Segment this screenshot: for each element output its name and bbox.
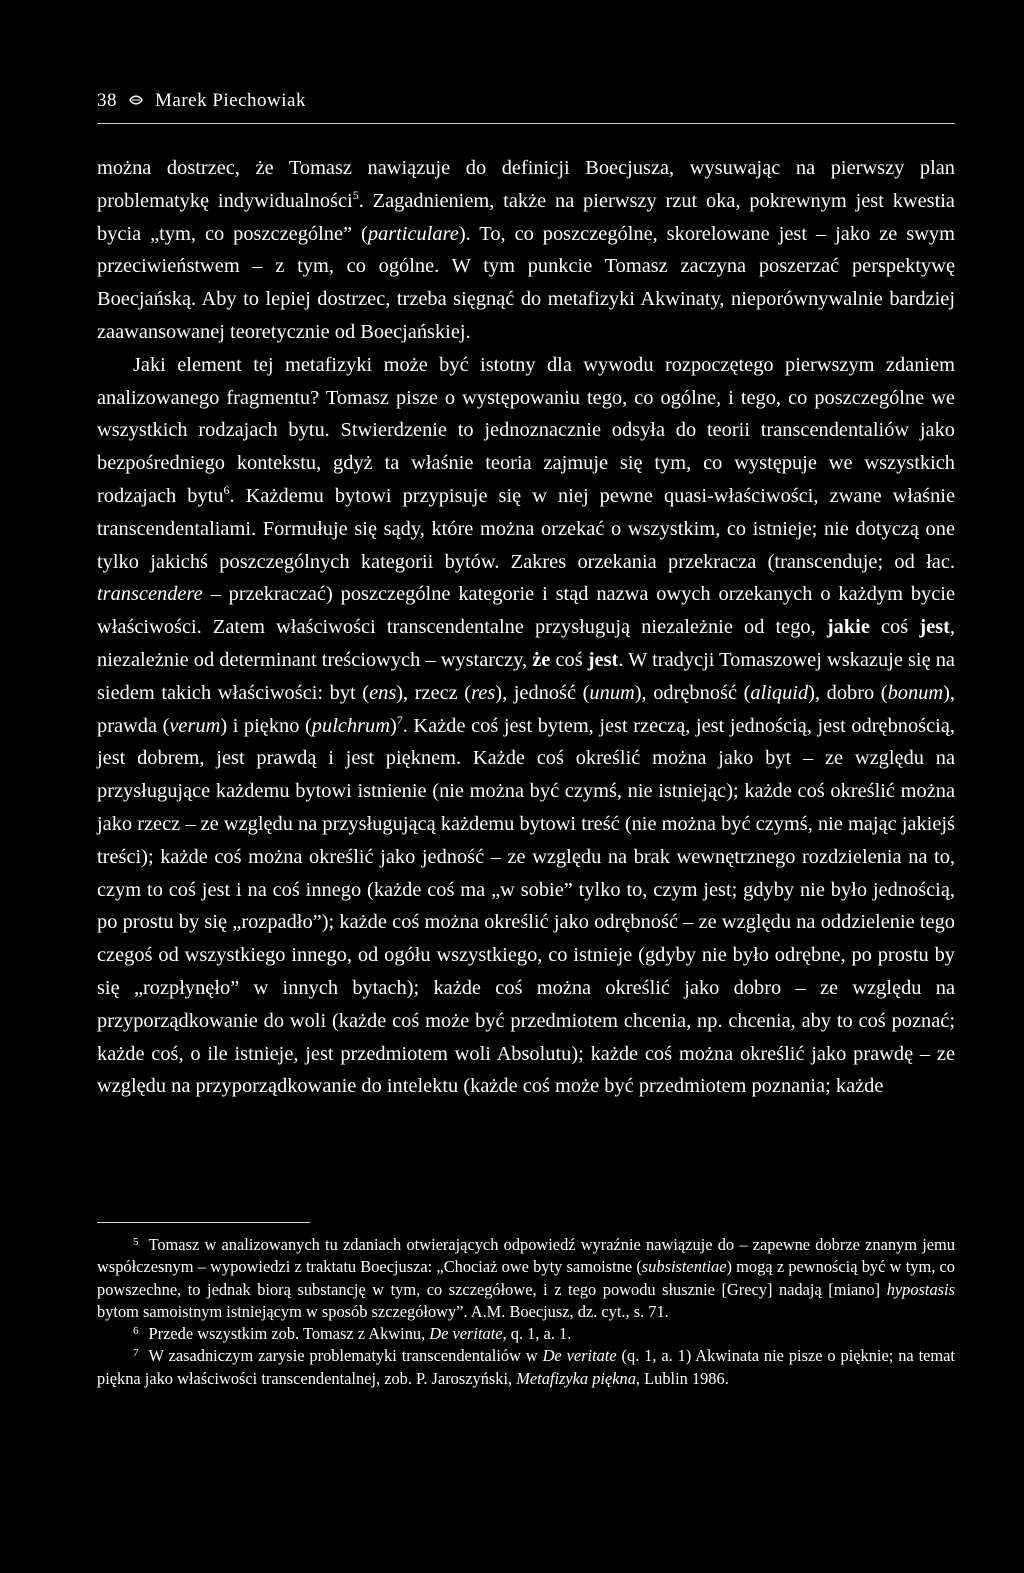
paragraph-1: można dostrzec, że Tomasz nawiązuje do definicji Boecjusza, wysuwając na pierwszy plan problematykę indywidualności$^5$. Zagadnieniem, także na pierwszy rzut oka, pokrewnym jest kwestia bycia „tym, co poszczególne” (particulare). To, co poszczególne, skorelowane jest – jako ze swym przeciwieństwem – z tym, co ogólne. W tym punkcie Tomasz zaczyna poszerzać perspektywę Boecjańską. Aby to lepiej dostrzec, trzeba sięgnąć do metafizyki Akwinaty, nieporównywalnie bardziej zaawansowanej teoretycznie od Boecjańskiej. bbox=[97, 157, 955, 343]
body-text bbox=[97, 152, 955, 1103]
footnote-6: $^6$ Przede wszystkim zob. Tomasz z Akwinu, De veritate, q. 1, a. 1. bbox=[133, 1324, 572, 1344]
footnote-ref-6[interactable]: 6 bbox=[223, 482, 230, 497]
footnote-7: $^7$ W zasadniczym zarysie problematyki transcendentaliów w De veritate (q. 1, a. 1) Akwinata nie pisze o pięknie; na temat piękna jako właściwości transcendentalnej, zob. P. Jaroszyński, Metafizyka piękna, Lublin 1986. bbox=[97, 1346, 955, 1388]
footnotes bbox=[97, 1234, 955, 1390]
running-head bbox=[97, 90, 957, 112]
footnote-ref-7[interactable]: 7 bbox=[396, 712, 403, 727]
leaf-ornament-icon bbox=[129, 93, 143, 110]
header-rule bbox=[97, 123, 955, 124]
footnote-rule bbox=[97, 1222, 310, 1223]
running-head-author: Marek Piechowiak bbox=[155, 90, 306, 111]
paragraph-2: Jaki element tej metafizyki może być istotny dla wywodu rozpoczętego pierwszym zdaniem analizowanego fragmentu? Tomasz pisze o występowaniu tego, co ogólne, i tego, co poszczególne we wszystkich rodzajach bytu. Stwierdzenie to jednoznacznie odsyła do teorii transcendentaliów jako bezpośredniego kontekstu, gdyż ta właśnie teoria zajmuje się tym, co występuje we wszystkich rodzajach bytu$^6$. Każdemu bytowi przypisuje się w niej pewne quasi-właściwości, zwane właśnie transcendentaliami. Formułuje się sądy, które można orzekać o wszystkim, co istnieje; nie dotyczą one tylko jakichś poszczególnych kategorii bytów. Zakres orzekania przekracza (transcenduje; od łac. transcendere – przekraczać) poszczególne kategorie i stąd nazwa owych orzekanych o każdym bycie właściwości. Zatem właściwości transcendentalne przysługują niezależnie od tego, jakie coś jest, niezależnie od determinant treściowych – wystarczy, że coś jest. W tradycji Tomaszowej wskazuje się na siedem takich właściwości: byt (ens), rzecz (res), jedność (unum), odrębność (aliquid), dobro (bonum), prawda (verum) i piękno (pulchrum)$^7$. Każde coś jest bytem, jest rzeczą, jest jednością, jest odrębnością, jest dobrem, jest prawdą i jest pięknem. Każde coś określić można jako byt – ze względu na przysługujące każdemu bytowi istnienie (nie można być czymś, nie istniejąc); każde coś określić można jako rzecz – ze względu na przysługującą każdemu bytowi treść (nie można być czymś, nie mając jakiejś treści); każde coś można określić jako jedność – ze względu na brak wewnętrznego rozdzielenia na to, czym to coś jest i na coś innego (każde coś ma „w sobie” tylko to, czym jest; gdyby nie było jednością, po prostu by się „rozpadło”); każde coś można określić jako odrębność – ze względu na oddzielenie tego czegoś od wszystkiego innego, od ogółu wszystkiego, co istnieje (gdyby nie było odrębne, po prostu by się „rozpłynęło” w innych bytach); każde coś można określić jako dobro – ze względu na przyporządkowanie do woli (każde coś może być przedmiotem chcenia, np. chcenia, aby to coś poznać; każde coś, o ile istnieje, jest przedmiotem woli Absolutu); każde coś można określić jako prawdę – ze względu na przyporządkowanie do intelektu (każde coś może być przedmiotem poznania; każde bbox=[97, 353, 955, 1098]
page-number: 38 bbox=[97, 90, 117, 111]
footnote-5: $^5$ Tomasz w analizowanych tu zdaniach otwierających odpowiedź wyraźnie nawiązuje do – zapewne dobrze znanym jemu współczesnym – wypowiedzi z traktatu Boecjusza: „Chociaż owe byty samoistne (subsistentiae) mogą z pewnością być w tym, co powszechne, to jednak biorą substancję w tym, co szczegółowe, i z tego powodu słusznie [Grecy] nadają [miano] hypostasis bytom samoistnym istniejącym w sposób szczegółowy”. A.M. Boecjusz, dz. cyt., s. 71. bbox=[97, 1235, 955, 1321]
footnote-ref-5[interactable]: 5 bbox=[352, 187, 359, 202]
